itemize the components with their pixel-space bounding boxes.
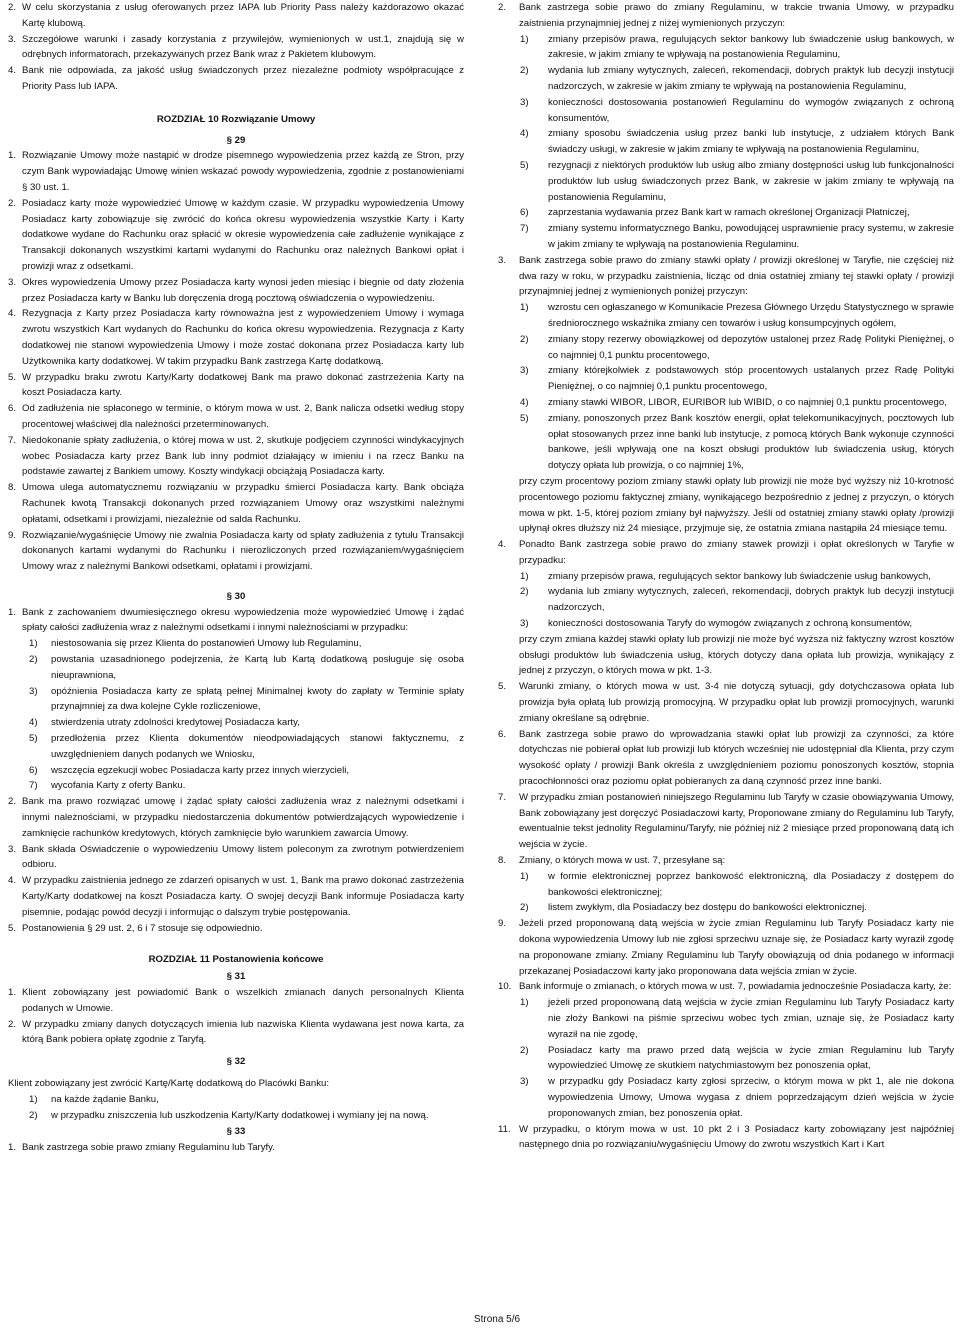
section-30-subitems — [8, 636, 464, 794]
list-item — [8, 985, 464, 1017]
item-text: konieczności dostosowania postanowień Regulaminu do wymogów związanych z ochroną konsumentów, — [548, 96, 954, 124]
item-text: W przypadku zmiany danych dotyczących imienia lub nazwiska Klienta wydawana jest nowa karta, za którą Bank pobiera opłatę zgodnie z Taryfą. — [22, 1018, 464, 1046]
item-number: 3. — [498, 254, 507, 266]
item-text: Okres wypowiedzenia Umowy przez Posiadacza karty wynosi jeden miesiąc i biegnie od daty złożenia przez Posiadacza karty w Banku lub doręczenia drogą pocztową oświadczenia o wypowiedzeniu. — [22, 276, 464, 304]
item-text: na każde żądanie Banku, — [51, 1093, 159, 1105]
sub-list-item — [498, 411, 954, 474]
list-item — [8, 794, 464, 841]
item-text: zmiany systemu informatycznego Banku, powodującej usprawnienie pracy systemu, w zakresie w jakim zmiany te wpływają na postanowienia Regulaminu. — [548, 223, 954, 250]
item-number: 2) — [520, 333, 529, 345]
section-31-heading: § 31 — [226, 971, 246, 983]
item-text: Zmiany, o których mowa w ust. 7, przesyłane są: — [519, 855, 726, 867]
chapter-10-heading: ROZDZIAŁ 10 Rozwiązanie Umowy — [156, 113, 316, 125]
item-text: wycofania Karty z oferty Banku. — [51, 780, 186, 792]
item-number: 4. — [8, 65, 17, 77]
list-item — [8, 480, 464, 527]
item-number: 6) — [29, 764, 38, 776]
list-item — [8, 275, 464, 307]
sub-list-item — [498, 300, 954, 332]
item-number: 4) — [520, 396, 529, 408]
item-number: 5) — [29, 733, 38, 745]
item-number: 8. — [8, 482, 17, 494]
sub-list-item — [498, 63, 954, 95]
sub-list-item — [8, 1092, 464, 1108]
section-32-heading: § 32 — [226, 1056, 246, 1068]
sub-list-item — [498, 205, 954, 221]
item-number: 5. — [8, 922, 17, 934]
right-item-8 — [498, 853, 954, 869]
item-number: 10. — [498, 981, 512, 993]
item-text: niestosowania się przez Klienta do postanowień Umowy lub Regulaminu, — [51, 638, 362, 650]
item-text: zmiany sposobu świadczenia usług przez banki lub instytucje, z udziałem których Bank świadczy usługi, w zakresie w jakim zmiany te wpływają na postanowienia Regulaminu, — [548, 128, 954, 156]
item-number: 1) — [29, 1093, 38, 1105]
list-item — [8, 921, 464, 937]
sub-list-item — [8, 636, 464, 652]
item-text: zmiany stawki WIBOR, LIBOR, EURIBOR lub WIBID, o co najmniej 0,1 punktu procentowego, — [548, 396, 947, 408]
item-number: 1. — [8, 606, 17, 618]
sub-list-item — [498, 221, 954, 253]
item-text: W przypadku zmian postanowień niniejszego Regulaminu lub Taryfy w czasie obowiązywania Umowy, Bank zobowiązany jest doręczyć Posiadaczowi karty, Proponowane zmiany do Regulaminu lub Taryfy, ewentualnie tekst jednolity Regulaminu/Taryfy, nie później niż 2 miesiące przed proponowaną datą ich wejścia w życie. — [519, 791, 954, 851]
item-number: 4. — [8, 308, 17, 320]
item-text: wydania lub zmiany wytycznych, zaleceń, rekomendacji, dobrych praktyk lub decyzji instytucji nadzorczych, — [548, 586, 954, 614]
item-number: 2) — [29, 1109, 38, 1121]
sub-list-item — [8, 1108, 464, 1124]
list-item — [8, 401, 464, 433]
sub-list-item — [8, 652, 464, 684]
item-number: 5) — [520, 159, 529, 171]
item-number: 2. — [8, 796, 17, 808]
item-text: konieczności dostosowania Taryfy do wymogów związanych z ochroną konsumentów, — [548, 618, 913, 630]
item-text: Jeżeli przed proponowaną datą wejścia w życie zmian Regulaminu lub Taryfy Posiadacz karty nie dokona wypowiedzenia Umowy lub nie zgłosi sprzeciwu uznaje się, że Posiadacz karty wyraził zgodę na proponowane zmiany. Zmiany Regulaminu lub Taryfy obowiązują od dnia podanego w informacji przekazanej Posiadaczowi karty jako proponowana data wejścia zmian w życie. — [519, 918, 954, 977]
item-text: Bank zastrzega sobie prawo zmiany Regulaminu lub Taryfy. — [22, 1142, 275, 1154]
item-number: 1) — [520, 33, 529, 45]
item-number: 6. — [498, 728, 507, 740]
item-number: 11. — [498, 1123, 511, 1135]
right-item-3-note: przy czym procentowy poziom zmiany stawki opłaty lub prowizji nie może być wyższy niż 10-krotność procentowego poziomu faktycznej zmiany, wynikającego bezpośrednio z jednej z przyczyn, o których mowa w pkt. 1-5, której poziom zmiany był najwyższy. Jeśli od ostatniej zmiany stawki opłaty /prowizji upłynął okres dłuższy niż 24 miesiące, przyjmuje się, że ostatnia zmiana nastąpiła 24 miesiące temu. — [519, 475, 954, 535]
right-item-8-subitems — [498, 869, 954, 916]
list-item — [8, 433, 464, 480]
right-item-10-subitems — [498, 995, 954, 1121]
item-number: 4. — [498, 539, 507, 551]
item-number: 2) — [29, 654, 38, 666]
sub-list-item — [498, 1074, 954, 1121]
sub-list-item — [498, 584, 954, 616]
sub-list-item — [498, 158, 954, 205]
right-item-4-note: przy czym zmiana każdej stawki opłaty lub prowizji nie może być wyższa niż faktyczny wzrost kosztów obsługi produktów lub świadczenia usług, których dotyczy dana opłata lub prowizja, wynikający z jednej z przyczyn, o których mowa w pkt. 1-3. — [519, 633, 954, 677]
list-item — [8, 32, 464, 64]
item-number: 1. — [8, 1142, 17, 1154]
item-text: Rozwiązanie Umowy może nastąpić w drodze pisemnego wypowiedzenia przez każdą ze Stron, przy czym Bank wypowiadając Umowę winien wskazać powody wypowiedzenia, zgodnie z postanowieniami § 30 ust. 1. — [22, 150, 464, 193]
item-number: 1) — [520, 570, 529, 582]
section-33-item-1 — [8, 1140, 464, 1156]
item-number: 5) — [520, 412, 529, 424]
item-text: W przypadku, o którym mowa w ust. 10 pkt 2 i 3 Posiadacz karty zobowiązany jest najpóźniej następnego dnia po rozwiązaniu/wygaśnięciu Umowy do zwrotu wszystkich Kart i Kart — [519, 1123, 954, 1151]
sub-list-item — [8, 684, 464, 716]
item-number: 2) — [520, 586, 529, 598]
sub-list-item — [498, 569, 954, 585]
right-item-11 — [498, 1122, 954, 1154]
item-number: 4) — [29, 717, 38, 729]
item-number: 4. — [8, 875, 17, 887]
item-text: rezygnacji z niektórych produktów lub usług albo zmiany dostępności usług lub funkcjonalności produktów lub usług świadczonych przez Bank, w zakresie w jakim zmiany te wpływają na postanowienia Regulaminu, — [548, 159, 954, 203]
right-item-5 — [498, 679, 954, 726]
list-item — [8, 528, 464, 575]
sub-list-item — [498, 95, 954, 127]
right-item-4-subitems — [498, 569, 954, 632]
sub-list-item — [498, 995, 954, 1042]
item-number: 3) — [520, 618, 529, 630]
sub-list-item — [498, 363, 954, 395]
section-30-rest-items — [8, 794, 464, 936]
item-text: Umowa ulega automatycznemu rozwiązaniu w przypadku śmierci Posiadacza karty. Bank obciąża Rachunek kwotą Transakcji dokonanych przed rozwiązaniem Umowy oraz wszystkimi należnymi opłatami, odsetkami i prowizjami, niezależnie od salda Rachunku. — [22, 482, 464, 525]
item-number: 7) — [520, 223, 529, 235]
item-number: 2) — [520, 1044, 529, 1056]
item-number: 4) — [520, 128, 529, 140]
item-text: W przypadku braku zwrotu Karty/Karty dodatkowej Bank ma prawo dokonać zastrzeżenia Karty na koszt Posiadacza karty. — [22, 371, 464, 399]
sub-list-item — [498, 1043, 954, 1075]
item-text: Posiadacz karty ma prawo przed datą wejścia w życie zmian Regulaminu lub Taryfy wypowiedzieć Umowę ze skutkiem natychmiastowym bez ponoszenia opłat, — [548, 1044, 954, 1072]
right-item-6 — [498, 727, 954, 790]
sub-list-item — [8, 763, 464, 779]
item-text: zmiany stopy rezerwy obowiązkowej od depozytów ustalonej przez Radę Polityki Pieniężnej, o co najmniej 0,1 punktu procentowego, — [548, 333, 954, 361]
right-item-2 — [498, 0, 954, 32]
item-number: 1. — [8, 150, 17, 162]
right-item-4 — [498, 537, 954, 569]
right-item-10 — [498, 979, 954, 995]
page-number: Strona 5/6 — [473, 1314, 521, 1325]
item-number: 1) — [29, 638, 38, 650]
sub-list-item — [498, 616, 954, 632]
sub-list-item — [498, 395, 954, 411]
item-text: Bank z zachowaniem dwumiesięcznego okresu wypowiedzenia może wypowiedzieć Umowę i żądać spłaty całości zadłużenia wraz z należnymi odsetkami i innymi należnościami w przypadku: — [22, 606, 464, 634]
item-number: 6. — [8, 403, 17, 415]
item-text: Posiadacz karty może wypowiedzieć Umowę w każdym czasie. W przypadku wypowiedzenia Umowy Posiadacz karty zobowiązuje się zwrócić do końca okresu wypowiedzenia wszystkie Karty i Karty dodatkowe wydane do Rachunku oraz spłacić w okresie wypowiedzenia całe zadłużenie wynikające z Transakcji dokonanych wszystkimi kartami wydanymi do Rachunku oraz należnych Bankowi opłat i prowizji wraz z odsetkami. — [22, 197, 464, 272]
item-text: wydania lub zmiany wytycznych, zaleceń, rekomendacji, dobrych praktyk lub decyzji instytucji nadzorczych, w zakresie w jakim zmiany te wpływają na postanowienia Regulaminu, — [548, 65, 954, 92]
item-text: Bank składa Oświadczenie o wypowiedzeniu Umowy listem poleconym za zwrotnym potwierdzeniem odbioru. — [22, 843, 464, 871]
item-text: Bank zastrzega sobie prawo do zmiany Regulaminu, w trakcie trwania Umowy, w przypadku zaistnienia przynajmniej jednej z niżej wymienionych przyczyn: — [519, 2, 954, 29]
section-30-heading: § 30 — [226, 590, 246, 602]
item-number: 3) — [520, 365, 529, 377]
sub-list-item — [498, 32, 954, 64]
item-number: 2. — [8, 197, 17, 209]
item-text: przedłożenia przez Klienta dokumentów nieodpowiadających stanowi faktycznemu, z uwzględnieniem danych podanych we Wniosku, — [51, 733, 464, 760]
item-number: 3) — [520, 96, 529, 108]
item-text: w przypadku zniszczenia lub uszkodzenia Karty/Karty dodatkowej i wymiany jej na nową. — [51, 1109, 429, 1121]
sub-list-item — [8, 715, 464, 731]
right-item-3-subitems — [498, 300, 954, 474]
sub-list-item — [498, 332, 954, 364]
item-text: Od zadłużenia nie spłaconego w terminie, o którym mowa w ust. 2, Bank nalicza odsetki według stopy procentowej właściwej dla należności przeterminowanych. — [22, 403, 464, 430]
item-number: 3) — [520, 1076, 529, 1088]
item-text: Klient zobowiązany jest powiadomić Bank o wszelkich zmianach danych personalnych Klienta podanych w Umowie. — [22, 987, 464, 1014]
left-column — [8, 0, 464, 1156]
item-text: Niedokonanie spłaty zadłużenia, o której mowa w ust. 2, skutkuje podjęciem czynności windykacyjnych wobec Posiadacza karty przez Bank lub inny podmiot działający w imieniu i na rzecz Banku na podstawie zawartej z Bankiem umowy. Koszty windykacji obciążają Posiadacza karty. — [22, 434, 464, 478]
item-text: stwierdzenia utraty zdolności kredytowej Posiadacza karty, — [51, 717, 300, 729]
section-29-items — [8, 148, 464, 575]
item-text: W przypadku zaistnienia jednego ze zdarzeń opisanych w ust. 1, Bank ma prawo dokonać zastrzeżenia Karty/Karty dodatkowej na koszt Posiadacza karty. O swojej decyzji Bank informuje Posiadacza karty pisemnie, podając powód decyzji i informując o dalszym trybie postępowania. — [22, 875, 464, 918]
item-number: 7. — [498, 791, 507, 803]
section-31-items — [8, 985, 464, 1048]
item-number: 3. — [8, 843, 17, 855]
list-item — [8, 370, 464, 402]
intro-items — [8, 0, 464, 95]
item-text: Szczegółowe warunki i zasady korzystania z przywilejów, wymienionych w ust.1, znajdują się w odrębnych informatorach, przekazywanych przez Bank wraz z Pakietem klubowym. — [22, 33, 464, 61]
item-text: Bank zastrzega sobie prawo do zmiany stawki opłaty / prowizji określonej w Taryfie, nie częściej niż dwa razy w roku, w przypadku zaistnienia, licząc od dnia ostatniej zmiany tej stawki opłaty / prowizji przynajmniej jednej z wymienionych poniżej przyczyn: — [519, 254, 954, 298]
item-text: listem zwykłym, dla Posiadaczy bez dostępu do bankowości elektronicznej. — [548, 902, 867, 914]
sub-list-item — [8, 731, 464, 763]
item-text: Rezygnacja z Karty przez Posiadacza karty równoważna jest z wypowiedzeniem Umowy i wymaga zwrotu wszystkich Kart wydanych do Rachunku do końca okresu wypowiedzenia. Rezygnacja z Karty dodatkowej nie stanowi wypowiedzenia Umowy i może zostać dokonana przez Posiadacza karty lub Użytkownika karty dodatkowej. W takim przypadku Bank zastrzega Kartę dodatkową. — [22, 308, 464, 367]
item-number: 2. — [8, 2, 17, 13]
item-text: opóźnienia Posiadacza karty ze spłatą pełnej Minimalnej kwoty do zapłaty w Terminie spłaty przynajmniej za dwa kolejne Cykle rozliczeniowe, — [51, 685, 464, 713]
sub-list-item — [498, 126, 954, 158]
item-number: 5. — [498, 681, 507, 693]
right-item-7 — [498, 790, 954, 853]
right-item-9 — [498, 916, 954, 979]
item-number: 2) — [520, 65, 529, 77]
item-number: 3) — [29, 685, 38, 697]
item-number: 7) — [29, 780, 38, 792]
item-number: 1) — [520, 302, 529, 314]
right-item-3 — [498, 253, 954, 300]
item-text: w przypadku gdy Posiadacz karty zgłosi sprzeciw, o którym mowa w pkt 1, ale nie dokona wypowiedzenia Umowy, Umowa wygasa z dniem poprzedzającym dzień wejścia w życie proponowanych zmian, bez ponoszenia opłat. — [548, 1076, 954, 1119]
section-32-intro: Klient zobowiązany jest zwrócić Kartę/Kartę dodatkową do Placówki Banku: — [8, 1078, 330, 1089]
item-number: 8. — [498, 855, 507, 867]
sub-list-item — [498, 900, 954, 916]
item-number: 3. — [8, 276, 17, 288]
item-text: Ponadto Bank zastrzega sobie prawo do zmiany stawek prowizji i opłat określonych w Taryfie w przypadku: — [519, 539, 954, 566]
item-number: 2. — [8, 1018, 17, 1030]
item-text: wzrostu cen ogłaszanego w Komunikacie Prezesa Głównego Urzędu Statystycznego w sprawie średniorocznego wskaźnika zmiany cen towarów i usług konsumpcyjnych ogółem, — [548, 302, 954, 329]
item-text: Bank ma prawo rozwiązać umowę i żądać spłaty całości zadłużenia wraz z należnymi odsetkami i innymi należnościami, w przypadku niedostarczenia dokumentów potwierdzających wypowiedzenie i zamknięcie rachunków kredytowych, których zamknięcie było warunkiem zawarcia Umowy. — [22, 796, 464, 839]
item-text: Bank informuje o zmianach, o których mowa w ust. 7, powiadamia jednocześnie Posiadacza karty, że: — [519, 981, 952, 993]
item-number: 1. — [8, 987, 17, 999]
list-item — [8, 148, 464, 195]
item-number: 1) — [520, 870, 529, 882]
item-number: 7. — [8, 434, 17, 446]
list-item — [8, 1017, 464, 1049]
list-item — [8, 842, 464, 874]
item-text: Bank nie odpowiada, za jakość usług świadczonych przez niezależne podmioty współpracujące z Priority Pass lub IAPA. — [22, 65, 464, 92]
sub-list-item — [498, 869, 954, 901]
item-text: zmiany przepisów prawa, regulujących sektor bankowy lub świadczenie usług bankowych, — [548, 570, 931, 582]
list-item — [8, 0, 464, 32]
item-text: Warunki zmiany, o których mowa w ust. 3-4 nie dotyczą sytuacji, gdy dotychczasowa opłata lub prowizja była opłatą lub prowizją promocyjną. W przypadku opłat lub prowizji promocyjnych, warunki zmiany określane są odrębnie. — [519, 681, 954, 724]
list-item — [8, 63, 464, 95]
item-text: W celu skorzystania z usług oferowanych przez IAPA lub Priority Pass należy każdorazowo okazać Kartę klubową. — [22, 2, 464, 29]
item-text: zmiany przepisów prawa, regulujących sektor bankowy lub świadczenie usług bankowych, w zakresie, w jakim zmiany te wpływają na postanowienia Regulaminu, — [548, 33, 954, 61]
right-item-2-subitems — [498, 32, 954, 253]
item-number: 3. — [8, 33, 17, 45]
section-29-heading: § 29 — [226, 134, 246, 146]
item-number: 1) — [520, 997, 529, 1009]
list-item — [8, 196, 464, 275]
item-text: w formie elektronicznej poprzez bankowość elektroniczną, dla Posiadaczy z dostępem do bankowości elektronicznej; — [548, 870, 954, 898]
item-number: 2. — [498, 2, 507, 13]
item-text: zmiany którejkolwiek z podstawowych stóp procentowych ustalanych przez Radę Polityki Pieniężnej, o co najmniej 0,1 punktu procentowego, — [548, 365, 954, 393]
item-text: powstania uzasadnionego podejrzenia, że Kartą lub Kartą dodatkową posługuje się osoba nieuprawniona, — [51, 654, 464, 681]
section-33-heading: § 33 — [226, 1126, 246, 1138]
item-text: zmiany, ponoszonych przez Bank kosztów energii, opłat telekomunikacyjnych, pocztowych lub opłat stosowanych przez inne banki lub instytucje, z pomocą których Bank wykonuje czynności bankowe, jeśli wpływają one na koszt obsługi produktów lub świadczenia usług, których dotyczy opłata lub prowizja, o co najmniej 1%, — [548, 412, 954, 472]
sub-list-item — [8, 778, 464, 794]
item-number: 2) — [520, 902, 529, 914]
list-item — [8, 306, 464, 369]
item-text: jeżeli przed proponowaną datą wejścia w życie zmian Regulaminu lub Taryfy Posiadacz karty nie złoży Bankowi na piśmie sprzeciwu wobec tych zmian, uznaje się, że Posiadacz karty wyraził na nie zgodę, — [548, 997, 954, 1040]
item-number: 9. — [8, 529, 17, 541]
section-30-item-1 — [8, 605, 464, 637]
right-column — [498, 0, 954, 1153]
item-number: 6) — [520, 207, 529, 219]
chapter-11-heading: ROZDZIAŁ 11 Postanowienia końcowe — [148, 954, 324, 966]
list-item — [8, 873, 464, 920]
section-32-subitems — [8, 1092, 464, 1124]
item-number: 9. — [498, 918, 507, 930]
item-text: Rozwiązanie/wygaśnięcie Umowy nie zwalnia Posiadacza karty od spłaty zadłużenia z tytułu Transakcji dokonanych kartami wydanymi do Rachunku i nierozliczonych przed rozwiązaniem/wygaśnięciem Umowy wraz z należnymi Bankowi odsetkami, opłatami i prowizjami. — [22, 529, 464, 573]
item-text: wszczęcia egzekucji wobec Posiadacza karty przez innych wierzycieli, — [51, 764, 350, 776]
item-text: zaprzestania wydawania przez Bank kart w ramach określonej Organizacji Płatniczej, — [548, 207, 910, 219]
item-text: Postanowienia § 29 ust. 2, 6 i 7 stosuje się odpowiednio. — [22, 922, 263, 934]
item-number: 5. — [8, 371, 17, 383]
item-text: Bank zastrzega sobie prawo do wprowadzania stawki opłat lub prowizji za czynności, za które dotychczas nie pobierał opłat lub prowizji lub których wcześniej nie udostępniał dla Klienta, przy czym wysokość opłaty / prowizji Bank określa z uwzględnieniem poziomu ponoszonych kosztów, stopnia pracochłonności oraz poziomu opłat pobieranych za daną czynność przez inne banki. — [519, 728, 954, 788]
